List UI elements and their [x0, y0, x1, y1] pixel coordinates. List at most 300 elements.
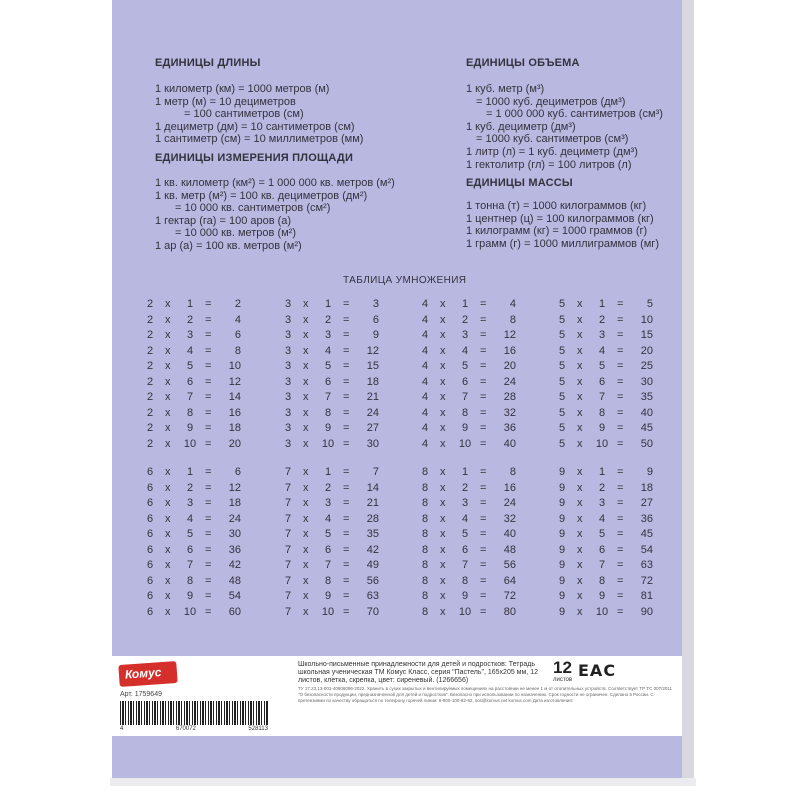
product: 60 — [228, 605, 241, 618]
product: 45 — [640, 528, 653, 540]
product: 12 — [228, 375, 241, 388]
equals-sign: = — [205, 329, 212, 341]
multiplication-table-5 — [557, 298, 653, 453]
product: 12 — [366, 344, 379, 357]
times-sign: x — [165, 344, 171, 357]
times-sign: x — [440, 574, 446, 587]
product: 72 — [640, 574, 653, 587]
factor: 7 — [285, 528, 292, 540]
equals-sign: = — [205, 605, 212, 618]
equals-sign: = — [343, 422, 350, 434]
multiplication-row — [145, 513, 241, 529]
factor: 7 — [285, 574, 292, 587]
factor: 7 — [285, 466, 292, 478]
factor: 8 — [422, 574, 429, 587]
multiplier: 2 — [324, 481, 332, 494]
product: 30 — [228, 528, 241, 540]
equals-sign: = — [480, 574, 487, 587]
multiplier: 4 — [186, 344, 194, 357]
barcode-digit-group: 670072 — [175, 726, 196, 732]
factor: 3 — [285, 437, 292, 450]
product: 50 — [640, 437, 653, 450]
factor: 5 — [559, 406, 566, 419]
equals-sign: = — [617, 313, 624, 326]
equals-sign: = — [343, 574, 350, 587]
area-line: 1 кв. километр (км²) = 1 000 000 кв. метров (м²) — [155, 177, 395, 189]
product: 90 — [640, 605, 653, 618]
multiplier: 7 — [598, 559, 606, 571]
product: 12 — [228, 481, 241, 494]
equals-sign: = — [343, 329, 350, 341]
equals-sign: = — [617, 528, 624, 540]
product: 16 — [503, 481, 516, 494]
product: 24 — [366, 406, 379, 419]
times-sign: x — [165, 298, 171, 310]
equals-sign: = — [205, 559, 212, 571]
multiplication-row — [145, 329, 241, 345]
factor: 9 — [559, 605, 566, 618]
times-sign: x — [440, 344, 446, 357]
product: 14 — [228, 391, 241, 403]
times-sign: x — [303, 543, 309, 556]
multiplication-row — [283, 345, 379, 361]
multiplication-row — [283, 360, 379, 376]
equals-sign: = — [617, 605, 624, 618]
product: 10 — [228, 360, 241, 372]
product: 40 — [640, 406, 653, 419]
equals-sign: = — [480, 605, 487, 618]
notebook-edge-strip — [682, 0, 694, 778]
length-list — [155, 83, 363, 146]
equals-sign: = — [205, 360, 212, 372]
multiplier: 3 — [324, 329, 332, 341]
times-sign: x — [303, 512, 309, 525]
product: 42 — [228, 559, 241, 571]
volume-line: = 1000 куб. сантиметров (см³) — [476, 133, 629, 146]
factor: 9 — [559, 590, 566, 602]
factor: 8 — [422, 497, 429, 509]
multiplier: 6 — [461, 375, 469, 388]
equals-sign: = — [343, 528, 350, 540]
multiplier: 6 — [186, 543, 194, 556]
multiplication-table-7 — [283, 466, 379, 621]
product: 8 — [509, 466, 516, 478]
equals-sign: = — [343, 437, 350, 450]
product: 80 — [503, 605, 516, 618]
factor: 3 — [285, 313, 292, 326]
times-sign: x — [440, 481, 446, 494]
multiplication-row — [557, 360, 653, 376]
equals-sign: = — [205, 437, 212, 450]
product: 4 — [234, 313, 241, 326]
times-sign: x — [577, 497, 583, 509]
multiplication-row — [283, 575, 379, 591]
equals-sign: = — [617, 437, 624, 450]
barcode-digit-group: 4 — [120, 726, 124, 732]
equals-sign: = — [480, 543, 487, 556]
multiplication-row — [283, 497, 379, 513]
equals-sign: = — [617, 481, 624, 494]
multiplication-row — [557, 482, 653, 498]
multiplication-table-8 — [420, 466, 516, 621]
multiplier: 4 — [598, 512, 606, 525]
product: 56 — [366, 574, 379, 587]
product: 20 — [228, 437, 241, 450]
product: 32 — [503, 406, 516, 419]
multiplier: 1 — [186, 298, 194, 310]
times-sign: x — [165, 590, 171, 602]
area-line: = 10 000 кв. метров (м²) — [175, 227, 296, 240]
multiplier: 5 — [461, 360, 469, 372]
product: 32 — [503, 512, 516, 525]
equals-sign: = — [205, 298, 212, 310]
multiplication-row — [557, 422, 653, 438]
factor: 2 — [147, 422, 154, 434]
times-sign: x — [577, 466, 583, 478]
area-title: ЕДИНИЦЫ ИЗМЕРЕНИЯ ПЛОЩАДИ — [155, 152, 354, 164]
length-line: = 100 сантиметров (см) — [184, 108, 304, 121]
multiplication-row — [145, 391, 241, 407]
multiplication-row — [145, 544, 241, 560]
equals-sign: = — [617, 422, 624, 434]
multiplication-row — [420, 314, 516, 330]
factor: 7 — [285, 497, 292, 509]
equals-sign: = — [205, 543, 212, 556]
factor: 6 — [147, 574, 154, 587]
multiplication-row — [145, 466, 241, 482]
factor: 7 — [285, 481, 292, 494]
factor: 3 — [285, 298, 292, 310]
product: 15 — [640, 329, 653, 341]
multiplication-row — [420, 360, 516, 376]
factor: 2 — [147, 298, 154, 310]
multiplication-row — [145, 575, 241, 591]
times-sign: x — [303, 406, 309, 419]
multiplier: 3 — [461, 497, 469, 509]
times-sign: x — [303, 497, 309, 509]
equals-sign: = — [480, 422, 487, 434]
factor: 5 — [559, 313, 566, 326]
equals-sign: = — [480, 590, 487, 602]
product: 24 — [503, 375, 516, 388]
brand-logo — [118, 661, 177, 687]
multiplier: 2 — [461, 481, 469, 494]
factor: 5 — [559, 391, 566, 403]
product: 3 — [372, 298, 379, 310]
multiplier: 7 — [461, 559, 469, 571]
sheets-word: листов — [553, 677, 573, 683]
product: 18 — [228, 422, 241, 434]
times-sign: x — [440, 329, 446, 341]
multiplication-row — [420, 329, 516, 345]
factor: 5 — [559, 298, 566, 310]
product: 35 — [640, 391, 653, 403]
equals-sign: = — [480, 329, 487, 341]
sheets-count: 12 — [553, 658, 572, 677]
multiplication-row — [557, 606, 653, 622]
multiplication-row — [145, 482, 241, 498]
product: 28 — [366, 512, 379, 525]
multiplier: 8 — [598, 406, 606, 419]
multiplier: 7 — [461, 391, 469, 403]
times-sign: x — [165, 329, 171, 341]
fine-print: ТУ 17.23.13-001-40606096-2022. Хранить в сухих закрытых и вентилируемых помещениях на расстоянии не менее 1 м от отопительных устройств. Соответствует ТР ТС 007/2011 "О безопасности продукции, предназначенной для детей и подростков". Безопасно при использовании по назначению. Срок годности не ограничен. Сделано в России. С претензиями по качеству обращаться по телефону горячей линии: 8-800-100-82-92, sos@komus.net komus.com Дата изготовления: — [298, 686, 673, 703]
multiplier: 3 — [186, 497, 194, 509]
product: 36 — [640, 512, 653, 525]
factor: 8 — [422, 543, 429, 556]
multiplication-table-6 — [145, 466, 241, 621]
multiplication-row — [283, 482, 379, 498]
times-sign: x — [303, 605, 309, 618]
times-sign: x — [440, 422, 446, 434]
equals-sign: = — [617, 574, 624, 587]
factor: 7 — [285, 512, 292, 525]
multiplication-row — [283, 513, 379, 529]
product: 48 — [228, 574, 241, 587]
multiplier: 8 — [461, 406, 469, 419]
multiplication-row — [420, 376, 516, 392]
factor: 7 — [285, 590, 292, 602]
times-sign: x — [577, 605, 583, 618]
equals-sign: = — [617, 512, 624, 525]
multiplication-row — [145, 438, 241, 454]
factor: 7 — [285, 559, 292, 571]
multiplier: 8 — [186, 406, 194, 419]
equals-sign: = — [205, 497, 212, 509]
equals-sign: = — [617, 466, 624, 478]
factor: 3 — [285, 422, 292, 434]
factor: 9 — [559, 512, 566, 525]
multiplication-row — [420, 345, 516, 361]
multiplier: 6 — [598, 375, 606, 388]
volume-line: 1 куб. дециметр (дм³) — [466, 120, 576, 133]
product: 8 — [509, 313, 516, 326]
factor: 8 — [422, 481, 429, 494]
times-sign: x — [440, 543, 446, 556]
factor: 6 — [147, 605, 154, 618]
product: 81 — [640, 590, 653, 602]
times-sign: x — [165, 360, 171, 372]
times-sign: x — [303, 313, 309, 326]
equals-sign: = — [205, 481, 212, 494]
product: 16 — [228, 406, 241, 419]
product: 63 — [640, 559, 653, 571]
times-sign: x — [440, 298, 446, 310]
factor: 4 — [422, 422, 429, 434]
multiplier: 10 — [321, 605, 335, 618]
multiplication-row — [283, 407, 379, 423]
multiplier: 10 — [183, 437, 197, 450]
multiplication-row — [557, 559, 653, 575]
multiplier: 1 — [324, 466, 332, 478]
times-sign: x — [440, 313, 446, 326]
product: 40 — [503, 528, 516, 540]
times-sign: x — [577, 559, 583, 571]
multiplier: 5 — [598, 360, 606, 372]
times-sign: x — [165, 605, 171, 618]
multiplication-table-3 — [283, 298, 379, 453]
factor: 2 — [147, 329, 154, 341]
multiplication-row — [145, 422, 241, 438]
equals-sign: = — [343, 605, 350, 618]
product: 6 — [234, 466, 241, 478]
multiplier: 7 — [598, 391, 606, 403]
times-sign: x — [577, 437, 583, 450]
multiplication-row — [557, 376, 653, 392]
multiplication-row — [557, 590, 653, 606]
times-sign: x — [577, 360, 583, 372]
multiplier: 4 — [324, 512, 332, 525]
multiplier: 1 — [461, 298, 469, 310]
multiplier: 3 — [186, 329, 194, 341]
factor: 5 — [559, 329, 566, 341]
volume-line: 1 литр (л) = 1 куб. дециметр (дм³) — [466, 145, 638, 158]
product: 8 — [234, 344, 241, 357]
product: 45 — [640, 422, 653, 434]
times-sign: x — [165, 437, 171, 450]
product: 30 — [366, 437, 379, 450]
multiplier: 3 — [324, 497, 332, 509]
multiplier: 4 — [598, 344, 606, 357]
times-sign: x — [165, 422, 171, 434]
multiplication-table-9 — [557, 466, 653, 621]
multiplication-row — [420, 559, 516, 575]
factor: 5 — [559, 375, 566, 388]
times-sign: x — [303, 481, 309, 494]
times-sign: x — [303, 422, 309, 434]
times-sign: x — [303, 344, 309, 357]
multiplier: 5 — [186, 360, 194, 372]
eac-mark: EAC — [578, 661, 617, 680]
factor: 4 — [422, 437, 429, 450]
multiplier: 8 — [324, 574, 332, 587]
multiplication-row — [283, 466, 379, 482]
multiplier: 10 — [183, 605, 197, 618]
multiplier: 10 — [595, 437, 609, 450]
volume-list — [466, 83, 663, 171]
area-line: 1 гектар (га) = 100 аров (а) — [155, 214, 292, 227]
multiplication-row — [557, 407, 653, 423]
equals-sign: = — [617, 497, 624, 509]
times-sign: x — [303, 574, 309, 587]
multiplication-row — [283, 438, 379, 454]
volume-line: = 1000 куб. дециметров (дм³) — [476, 95, 626, 108]
mass-list — [466, 200, 659, 250]
volume-line: 1 гектолитр (гл) = 100 литров (л) — [466, 158, 632, 171]
barcode-digits — [120, 726, 268, 732]
factor: 6 — [147, 590, 154, 602]
equals-sign: = — [480, 481, 487, 494]
times-sign: x — [577, 422, 583, 434]
multiplier: 9 — [461, 590, 469, 602]
equals-sign: = — [617, 375, 624, 388]
multiplication-row — [283, 544, 379, 560]
product: 72 — [503, 590, 516, 602]
factor: 3 — [285, 391, 292, 403]
factor: 6 — [147, 512, 154, 525]
multiplier: 4 — [461, 344, 469, 357]
product: 49 — [366, 559, 379, 571]
factor: 3 — [285, 406, 292, 419]
multiplier: 2 — [461, 313, 469, 326]
factor: 2 — [147, 313, 154, 326]
product: 64 — [503, 574, 516, 587]
product: 10 — [640, 313, 653, 326]
times-sign: x — [303, 590, 309, 602]
equals-sign: = — [617, 298, 624, 310]
multiplier: 3 — [598, 329, 606, 341]
equals-sign: = — [617, 559, 624, 571]
product: 9 — [646, 466, 653, 478]
equals-sign: = — [480, 466, 487, 478]
factor: 8 — [422, 590, 429, 602]
factor: 4 — [422, 329, 429, 341]
times-sign: x — [577, 543, 583, 556]
product: 24 — [228, 512, 241, 525]
multiplication-row — [145, 345, 241, 361]
multiplier: 10 — [321, 437, 335, 450]
multiplier: 7 — [324, 391, 332, 403]
equals-sign: = — [617, 406, 624, 419]
multiplier: 9 — [186, 590, 194, 602]
times-sign: x — [440, 497, 446, 509]
product: 12 — [503, 329, 516, 341]
factor: 6 — [147, 481, 154, 494]
times-sign: x — [303, 466, 309, 478]
multiplication-row — [557, 528, 653, 544]
equals-sign: = — [205, 313, 212, 326]
multiplication-row — [145, 298, 241, 314]
product: 9 — [372, 329, 379, 341]
factor: 7 — [285, 543, 292, 556]
product: 42 — [366, 543, 379, 556]
product: 14 — [366, 481, 379, 494]
length-line: 1 километр (км) = 1000 метров (м) — [155, 83, 330, 95]
multiplier: 8 — [324, 406, 332, 419]
multiplication-row — [145, 528, 241, 544]
multiplier: 9 — [598, 422, 606, 434]
multiplier: 3 — [461, 329, 469, 341]
factor: 9 — [559, 543, 566, 556]
times-sign: x — [440, 528, 446, 540]
volume-line: = 1 000 000 куб. сантиметров (см³) — [486, 108, 663, 121]
multiplier: 6 — [324, 543, 332, 556]
multiplication-row — [145, 314, 241, 330]
product: 15 — [366, 360, 379, 372]
mass-line: 1 центнер (ц) = 100 килограммов (кг) — [466, 212, 654, 225]
product-label — [112, 656, 682, 736]
times-sign: x — [303, 559, 309, 571]
area-line: = 10 000 кв. сантиметров (см²) — [175, 202, 331, 215]
product: 20 — [503, 360, 516, 372]
times-sign: x — [165, 391, 171, 403]
factor: 6 — [147, 466, 154, 478]
times-sign: x — [440, 512, 446, 525]
times-sign: x — [577, 313, 583, 326]
factor: 2 — [147, 375, 154, 388]
multiplier: 2 — [186, 313, 194, 326]
equals-sign: = — [480, 313, 487, 326]
factor: 4 — [422, 360, 429, 372]
equals-sign: = — [480, 360, 487, 372]
factor: 2 — [147, 437, 154, 450]
product: 20 — [640, 344, 653, 357]
times-sign: x — [165, 528, 171, 540]
mass-line: 1 тонна (т) = 1000 килограммов (кг) — [466, 200, 647, 212]
product: 30 — [640, 375, 653, 388]
article-number: Арт. 1759649 — [120, 691, 162, 698]
product: 18 — [366, 375, 379, 388]
